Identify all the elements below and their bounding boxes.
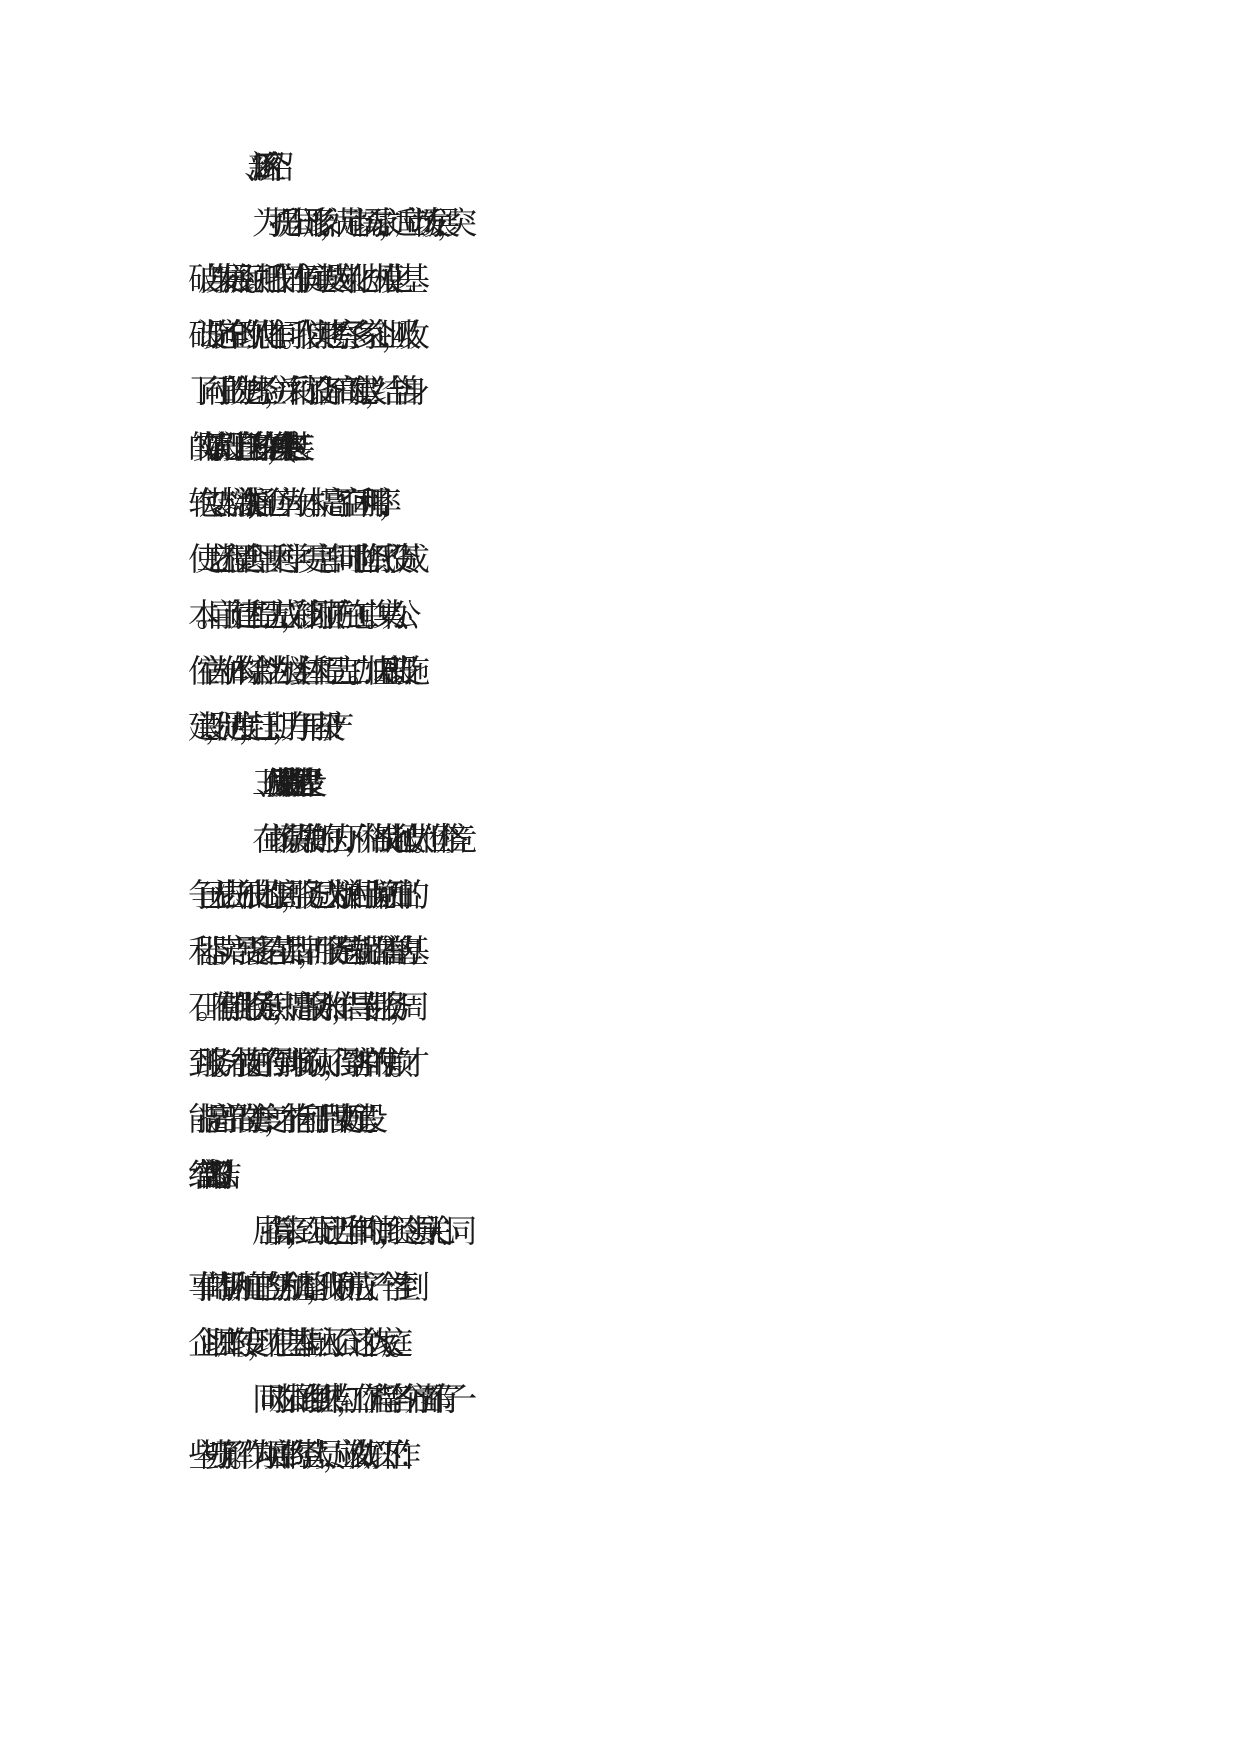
paragraph-line: 石。唯有强化服务意识，提高服务水准，倡导专业服务，周 (188, 988, 407, 1026)
paragraph-line: 住宿为一体的综合性为公楼主体工程已完工。加快基础设施 (188, 652, 407, 690)
paragraph-line: 同时对公司的组织结构，工作流程等各个方面都有了一 (252, 1380, 454, 1418)
paragraph-line: 些初步了解。作为项目部的经营人员，应该做好以下工作： (188, 1436, 407, 1474)
paragraph-line: 破自身发展瓶颈。把我们的车间建设成专业化、规模化、基 (188, 260, 407, 298)
paragraph-line: 企业职工的转变，现在已基本上融入了公司这个大家庭。 (188, 1324, 399, 1362)
document-title: 经营部部门总结3 (188, 1156, 206, 1194)
paragraph-line: 础设施齐全的现代化车间。我们实地考察了多家企业，吸收 (188, 316, 407, 354)
paragraph-line: 本。目前土建工程已完成，彩钢封顶正在施工中。集办公、 (188, 596, 407, 634)
paragraph-line: 能提高产品的美誉度，才能有利于品牌更好建设。 (188, 1100, 373, 1138)
paragraph-line: 使工艺流程更合理、更科学、更完善。同时也降低了投资成 (188, 540, 407, 578)
paragraph-line: 为了提升公司形象，满足市场需求，适应市场发展，突 (252, 204, 454, 242)
paragraph-line: 软包装、棕油袋)洗桶、仓库为一体。提高了空间利用率， (188, 484, 387, 522)
paragraph-line: 的实际情况。设计了自已的多功能车间，集生产(中小包装、 (188, 428, 293, 466)
section-heading: 三、以优质服务促进品牌建设 (252, 764, 299, 802)
paragraph-line: 争已无法拉开彼此的距离，服务已成为粮油行业脱颖而出的 (188, 876, 407, 914)
paragraph-line: 事们的帮助和自已的努力和调整，我顺利完成了一个学生到 (188, 1268, 407, 1306)
section-subheading: 2、新厂区介绍 (252, 148, 266, 186)
paragraph-line: 在市场供需失衡的压力下，价格战此起彼伏。但价格竞 (252, 820, 454, 858)
paragraph-line: 利器。卖产品更多是在卖品牌，而服务是铸就品牌信誉的基 (188, 932, 407, 970)
paragraph-line: 到服务。才能更好的得到市场的认可，得到客户的信赖。才 (188, 1044, 407, 1082)
paragraph-line: 建设，促进度，赶工期，力争早日投产! (188, 708, 321, 746)
paragraph-line: 了同行业的先进经验，并采纳了设备厂商的建议，结合自身 (188, 372, 407, 410)
paragraph-line: 屈指算来，到公司已近半年的时间，经过领导关心、同 (252, 1212, 454, 1250)
